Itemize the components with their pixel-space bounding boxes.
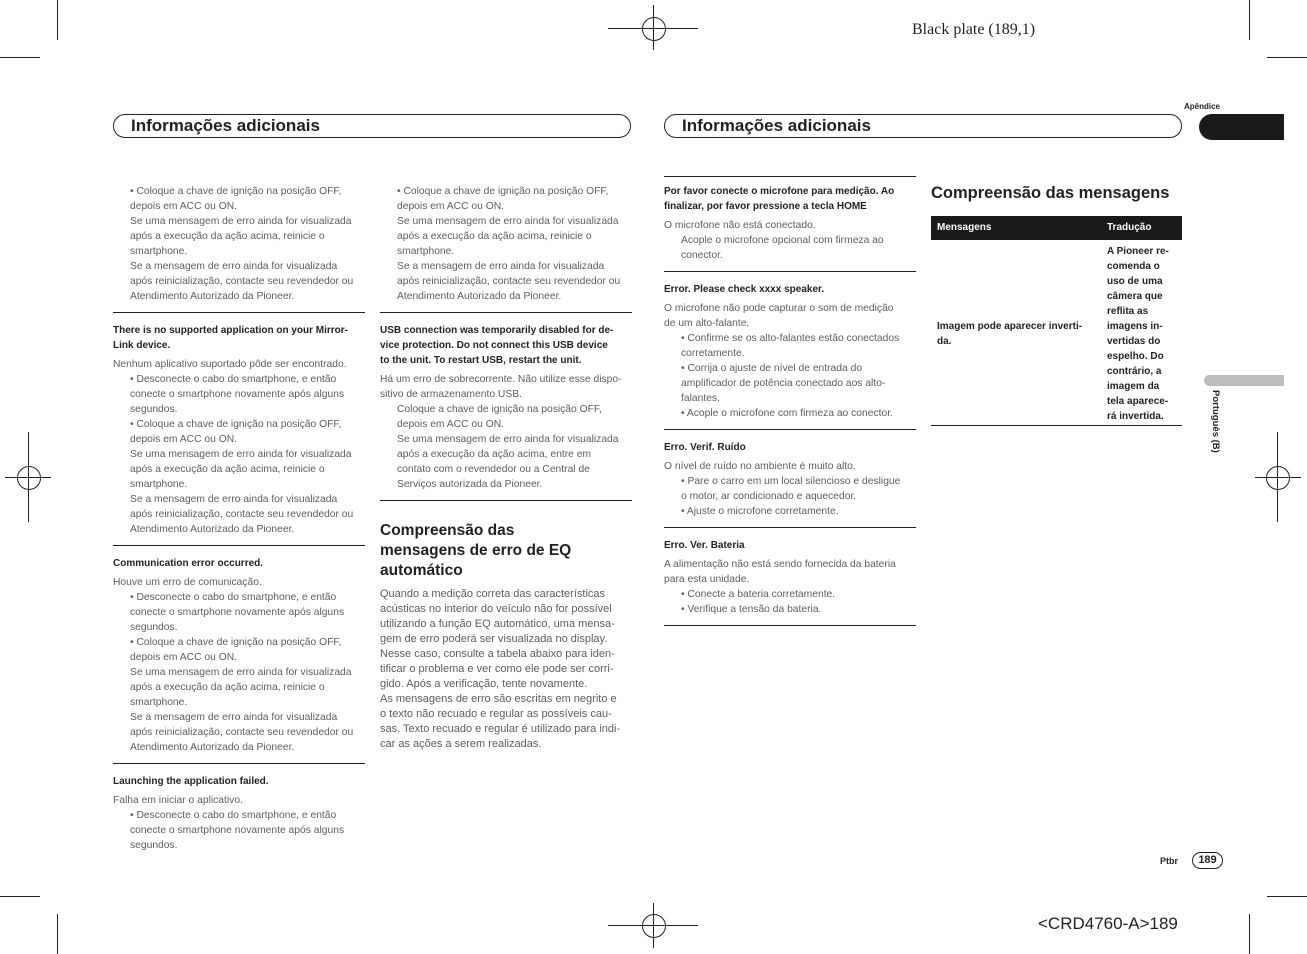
error-actions: • Desconecte o cabo do smartphone, e então conecte o smartphone novamente após alguns segundos. • Coloque a chave de ignição na posição OFF, depois em ACC ou ON. Se uma mensagem de erro ainda for visualizada após a execução da ação acima, reinicie o smartphone. Se a mensagem de erro ainda for visualizada após reinicialização, contacte seu revendedor ou Atendimento Autorizado da Pioneer. <box>130 592 354 753</box>
crop-mark <box>0 57 40 58</box>
column-header-translation: Tradução <box>1107 222 1152 233</box>
divider <box>664 176 916 177</box>
error-title: Communication error occurred. <box>113 558 264 569</box>
crop-mark <box>57 914 58 954</box>
column-1 <box>113 184 365 853</box>
plate-label: Black plate (189,1) <box>912 21 1036 38</box>
error-title: Link device. <box>113 340 171 351</box>
error-actions: • Desconecte o cabo do smartphone, e então conecte o smartphone novamente após alguns segundos. • Coloque a chave de ignição na posição OFF, depois em ACC ou ON. Se uma mensagem de erro ainda for visualizada após a execução da ação acima, reinicie o smartphone. Se a mensagem de erro ainda for visualizada após reinicialização, contacte seu revendedor ou Atendimento Autorizado da Pioneer. <box>130 374 354 535</box>
error-title: Por favor conecte o microfone para medição. Ao <box>664 186 895 197</box>
error-actions: Coloque a chave de ignição na posição OFF, depois em ACC ou ON. Se uma mensagem de erro ainda for visualizada após a execução da ação acima, entre em contato com o revendedor ou a Central de Serviços autorizada da Pioneer. <box>397 404 619 490</box>
appendix-label: Apêndice <box>1184 102 1221 111</box>
divider <box>380 500 632 501</box>
error-actions: • Confirme se os alto-falantes estão conectados corretamente. • Corrija o ajuste de nível de entrada do amplificador de potência conectado aos alto- falantes. • Acople o microfone com firmeza ao conector. <box>681 333 900 419</box>
error-title: Erro. Ver. Bateria <box>664 540 745 551</box>
side-language-label: Português (B) <box>1210 390 1221 453</box>
message-cell: Imagem pode aparecer inverti- da. <box>937 321 1083 347</box>
divider <box>664 625 916 626</box>
error-title: There is no supported application on your Mirror- <box>113 325 349 336</box>
crop-mark <box>1249 0 1250 40</box>
divider <box>664 271 916 272</box>
divider <box>664 527 916 528</box>
crop-mark <box>1267 896 1307 897</box>
error-description: Nenhum aplicativo suportado pôde ser encontrado. <box>113 359 347 370</box>
translation-cell: A Pioneer re- comenda o uso de uma câmera que reflita as imagens in- vertidas do espelho. Do contrário, a imagem da tela aparece- rá invertida. <box>1107 246 1169 422</box>
intro-text: • Coloque a chave de ignição na posição OFF, depois em ACC ou ON. Se uma mensagem de erro ainda for visualizada após a execução da ação acima, reinicie o smartphone. Se a mensagem de erro ainda for visualizada após reinicialização, contacte seu revendedor ou Atendimento Autorizado da Pioneer. <box>397 186 621 302</box>
error-description: Houve um erro de comunicação. <box>113 577 262 588</box>
page-number: 189 <box>1192 852 1223 869</box>
crop-mark <box>0 896 40 897</box>
error-title: to the unit. To restart USB, restart the unit. <box>380 355 582 366</box>
error-title: Launching the application failed. <box>113 776 269 787</box>
error-description: Há um erro de sobrecorrente. Não utilize esse dispo- sitivo de armazenamento USB. <box>380 374 622 400</box>
error-title: Erro. Verif. Ruído <box>664 442 746 453</box>
crop-mark <box>1249 914 1250 954</box>
error-title: Error. Please check xxxx speaker. <box>664 284 825 295</box>
error-actions: • Desconecte o cabo do smartphone, e então conecte o smartphone novamente após alguns segundos. <box>130 810 345 851</box>
left-header-title: Informações adicionais <box>131 116 320 135</box>
divider <box>664 429 916 430</box>
error-description: Falha em iniciar o aplicativo. <box>113 795 243 806</box>
divider <box>113 312 365 313</box>
right-header-title: Informações adicionais <box>682 116 871 135</box>
error-description: A alimentação não está sendo fornecida da bateria para esta unidade. <box>664 559 896 585</box>
error-description: O nível de ruído no ambiente é muito alto. <box>664 461 856 472</box>
appendix-tab <box>1199 114 1284 140</box>
intro-text: • Coloque a chave de ignição na posição OFF, depois em ACC ou ON. Se uma mensagem de erro ainda for visualizada após a execução da ação acima, reinicie o smartphone. Se a mensagem de erro ainda for visualizada após reinicialização, contacte seu revendedor ou Atendimento Autorizado da Pioneer. <box>130 186 354 302</box>
section-title: Compreensão das mensagens de erro de EQ automático <box>380 522 572 579</box>
messages-section-title: Compreensão das mensagens <box>931 184 1170 202</box>
language-tab <box>1204 375 1284 386</box>
error-title: finalizar, por favor pressione a tecla HOME <box>664 201 867 212</box>
section-body: Quando a medição correta das características acústicas no interior do veículo não for possível utilizando a função EQ automático, uma mensa- gem de erro poderá ser visualizada no display. Nesse caso, consulte a tabela abaixo para iden- tificar o problema e ver como ele pode ser corri- gido. Após a verificação, tente novamente. As mensagens de erro são escritas em negrito e o texto não recuado e regular as possíveis cau- sas. Texto recuado e regular é utilizado para indi- car as ações a serem realizadas. <box>380 588 621 750</box>
divider <box>113 763 365 764</box>
table-row <box>931 243 1182 426</box>
messages-table-header <box>931 216 1182 240</box>
column-header-messages: Mensagens <box>937 222 992 233</box>
error-actions: • Pare o carro em um local silencioso e desligue o motor, ar condicionado e aquecedor. • Ajuste o microfone corretamente. <box>681 476 901 517</box>
error-title: USB connection was temporarily disabled for de- <box>380 325 614 336</box>
error-description: O microfone não pode capturar o som de medição de um alto-falante. <box>664 303 894 329</box>
error-description: O microfone não está conectado. <box>664 220 816 231</box>
column-3 <box>664 176 916 636</box>
crop-mark <box>57 0 58 40</box>
divider <box>380 312 632 313</box>
error-actions: • Conecte a bateria corretamente. • Verifique a tensão da bateria. <box>681 589 836 615</box>
error-actions: Acople o microfone opcional com firmeza ao conector. <box>681 235 884 261</box>
footer-lang: Ptbr <box>1160 856 1178 866</box>
document-code: <CRD4760-A>189 <box>1038 914 1178 933</box>
divider <box>113 545 365 546</box>
error-title: vice protection. Do not connect this USB device <box>380 340 608 351</box>
column-2 <box>380 184 632 752</box>
crop-mark <box>1267 57 1307 58</box>
